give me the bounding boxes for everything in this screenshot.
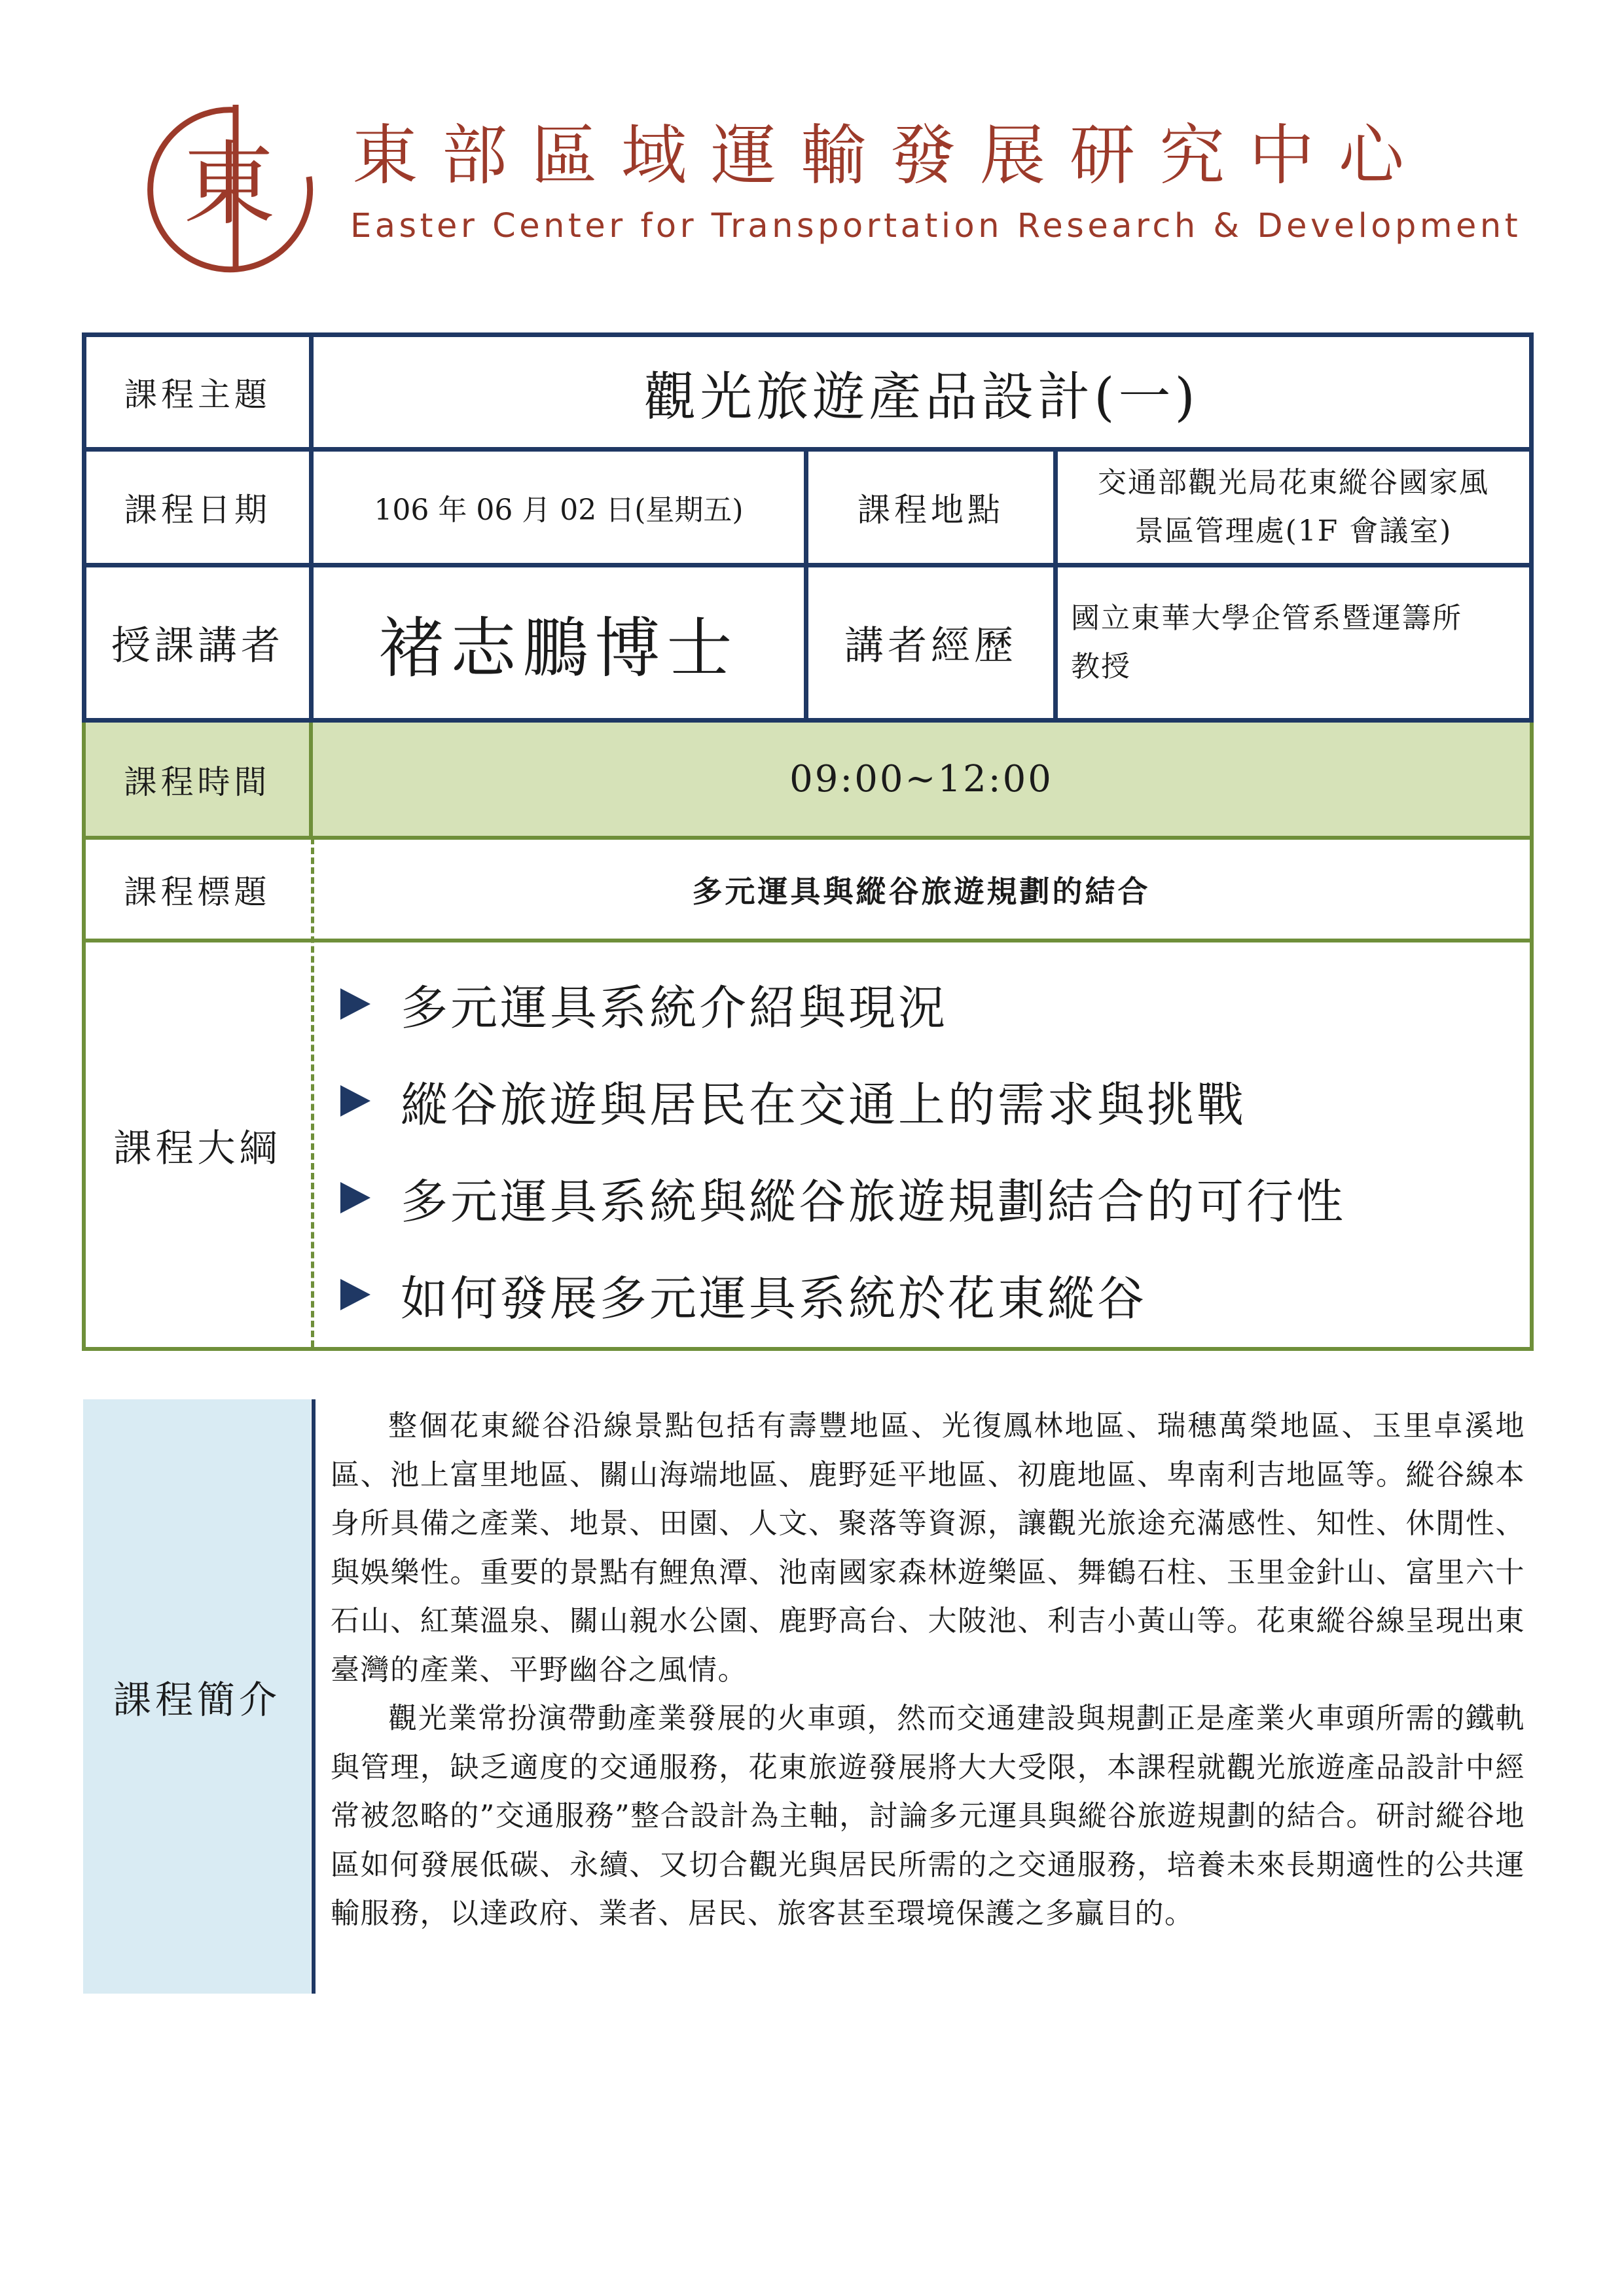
intro-divider (312, 1399, 316, 1994)
outline-item: 多元運具系統與縱谷旅遊規劃結合的可行性 (340, 1149, 1346, 1246)
course-time: 09:00~12:00 (789, 758, 1053, 800)
intro-label: 課程簡介 (83, 1399, 311, 1994)
venue-line: 景區管理處(1F 會議室) (1134, 514, 1453, 548)
course-intro (331, 1402, 1525, 1939)
table-divider (804, 447, 808, 723)
venue-line: 交通部觀光局花東縱谷國家風 (1098, 466, 1489, 499)
table-divider (1053, 447, 1058, 723)
outline-item: 縱谷旅遊與居民在交通上的需求與挑戰 (340, 1052, 1346, 1149)
table-divider (309, 332, 314, 723)
bio-line: 教授 (1071, 650, 1131, 683)
venue-label: 課程地點 (857, 491, 1004, 529)
triangle-bullet-icon (340, 1182, 370, 1213)
lecturer-bio (1058, 567, 1529, 718)
outline-item: 如何發展多元運具系統於花東縱谷 (340, 1246, 1346, 1343)
org-name-zh: 東部區域運輸發展研究中心 (352, 117, 1428, 194)
svg-text:東: 東 (183, 132, 276, 238)
course-title: 多元運具與縱谷旅遊規劃的結合 (692, 873, 1151, 909)
triangle-bullet-icon (340, 1279, 370, 1310)
time-label: 課程時間 (124, 762, 271, 801)
lecturer-name: 褚志鵬博士 (378, 610, 739, 687)
course-venue (1058, 452, 1529, 563)
intro-paragraph: 觀光業常扮演帶動產業發展的火車頭，然而交通建設與規劃正是產業火車頭所需的鐵軌與管理，缺乏適度的交通服務，花東旅遊發展將大大受限，本課程就觀光旅遊產品設計中經常被忽略的”交通服務”整合設計為主軸，討論多元運具與縱谷旅遊規劃的結合。研討縱谷地區如何發展低碳、永續、又切合觀光與居民所需的之交通服務，培養未來長期適性的公共運輸服務，以達政府、業者、居民、旅客甚至環境保護之多贏目的。 (331, 1702, 1525, 1930)
outline-label: 課程大綱 (113, 1126, 281, 1170)
lecturer-label: 授課講者 (111, 623, 284, 669)
triangle-bullet-icon (340, 1085, 370, 1117)
outline-list (340, 956, 1346, 1343)
course-topic: 觀光旅遊產品設計(一) (643, 366, 1199, 427)
title-label: 課程標題 (124, 872, 271, 911)
topic-label: 課程主題 (124, 376, 271, 414)
date-label: 課程日期 (124, 491, 271, 529)
outline-item: 多元運具系統介紹與現況 (340, 956, 1346, 1052)
bio-line: 國立東華大學企管系暨運籌所 (1071, 601, 1462, 635)
intro-paragraph: 整個花東縱谷沿線景點包括有壽豐地區、光復鳳林地區、瑞穗萬榮地區、玉里卓溪地區、池上富里地區、關山海端地區、鹿野延平地區、初鹿地區、卑南利吉地區等。縱谷線本身所具備之產業、地景、田園、人文、聚落等資源，讓觀光旅途充滿感性、知性、休閒性、與娛樂性。重要的景點有鯉魚潭、池南國家森林遊樂區、舞鶴石柱、玉里金針山、富里六十石山、紅葉溫泉、關山親水公園、鹿野高台、大陂池、利吉小黃山等。花東縱谷線呈現出東臺灣的產業、平野幽谷之風情。 (331, 1409, 1525, 1687)
org-name-en: Easter Center for Transportation Research & Development (350, 207, 1522, 245)
org-logo (137, 98, 321, 281)
bio-label: 講者經歷 (844, 623, 1017, 669)
logo-seal-icon (137, 98, 321, 281)
course-date: 106 年 06 月 02 日(星期五) (374, 493, 744, 527)
triangle-bullet-icon (340, 988, 370, 1020)
